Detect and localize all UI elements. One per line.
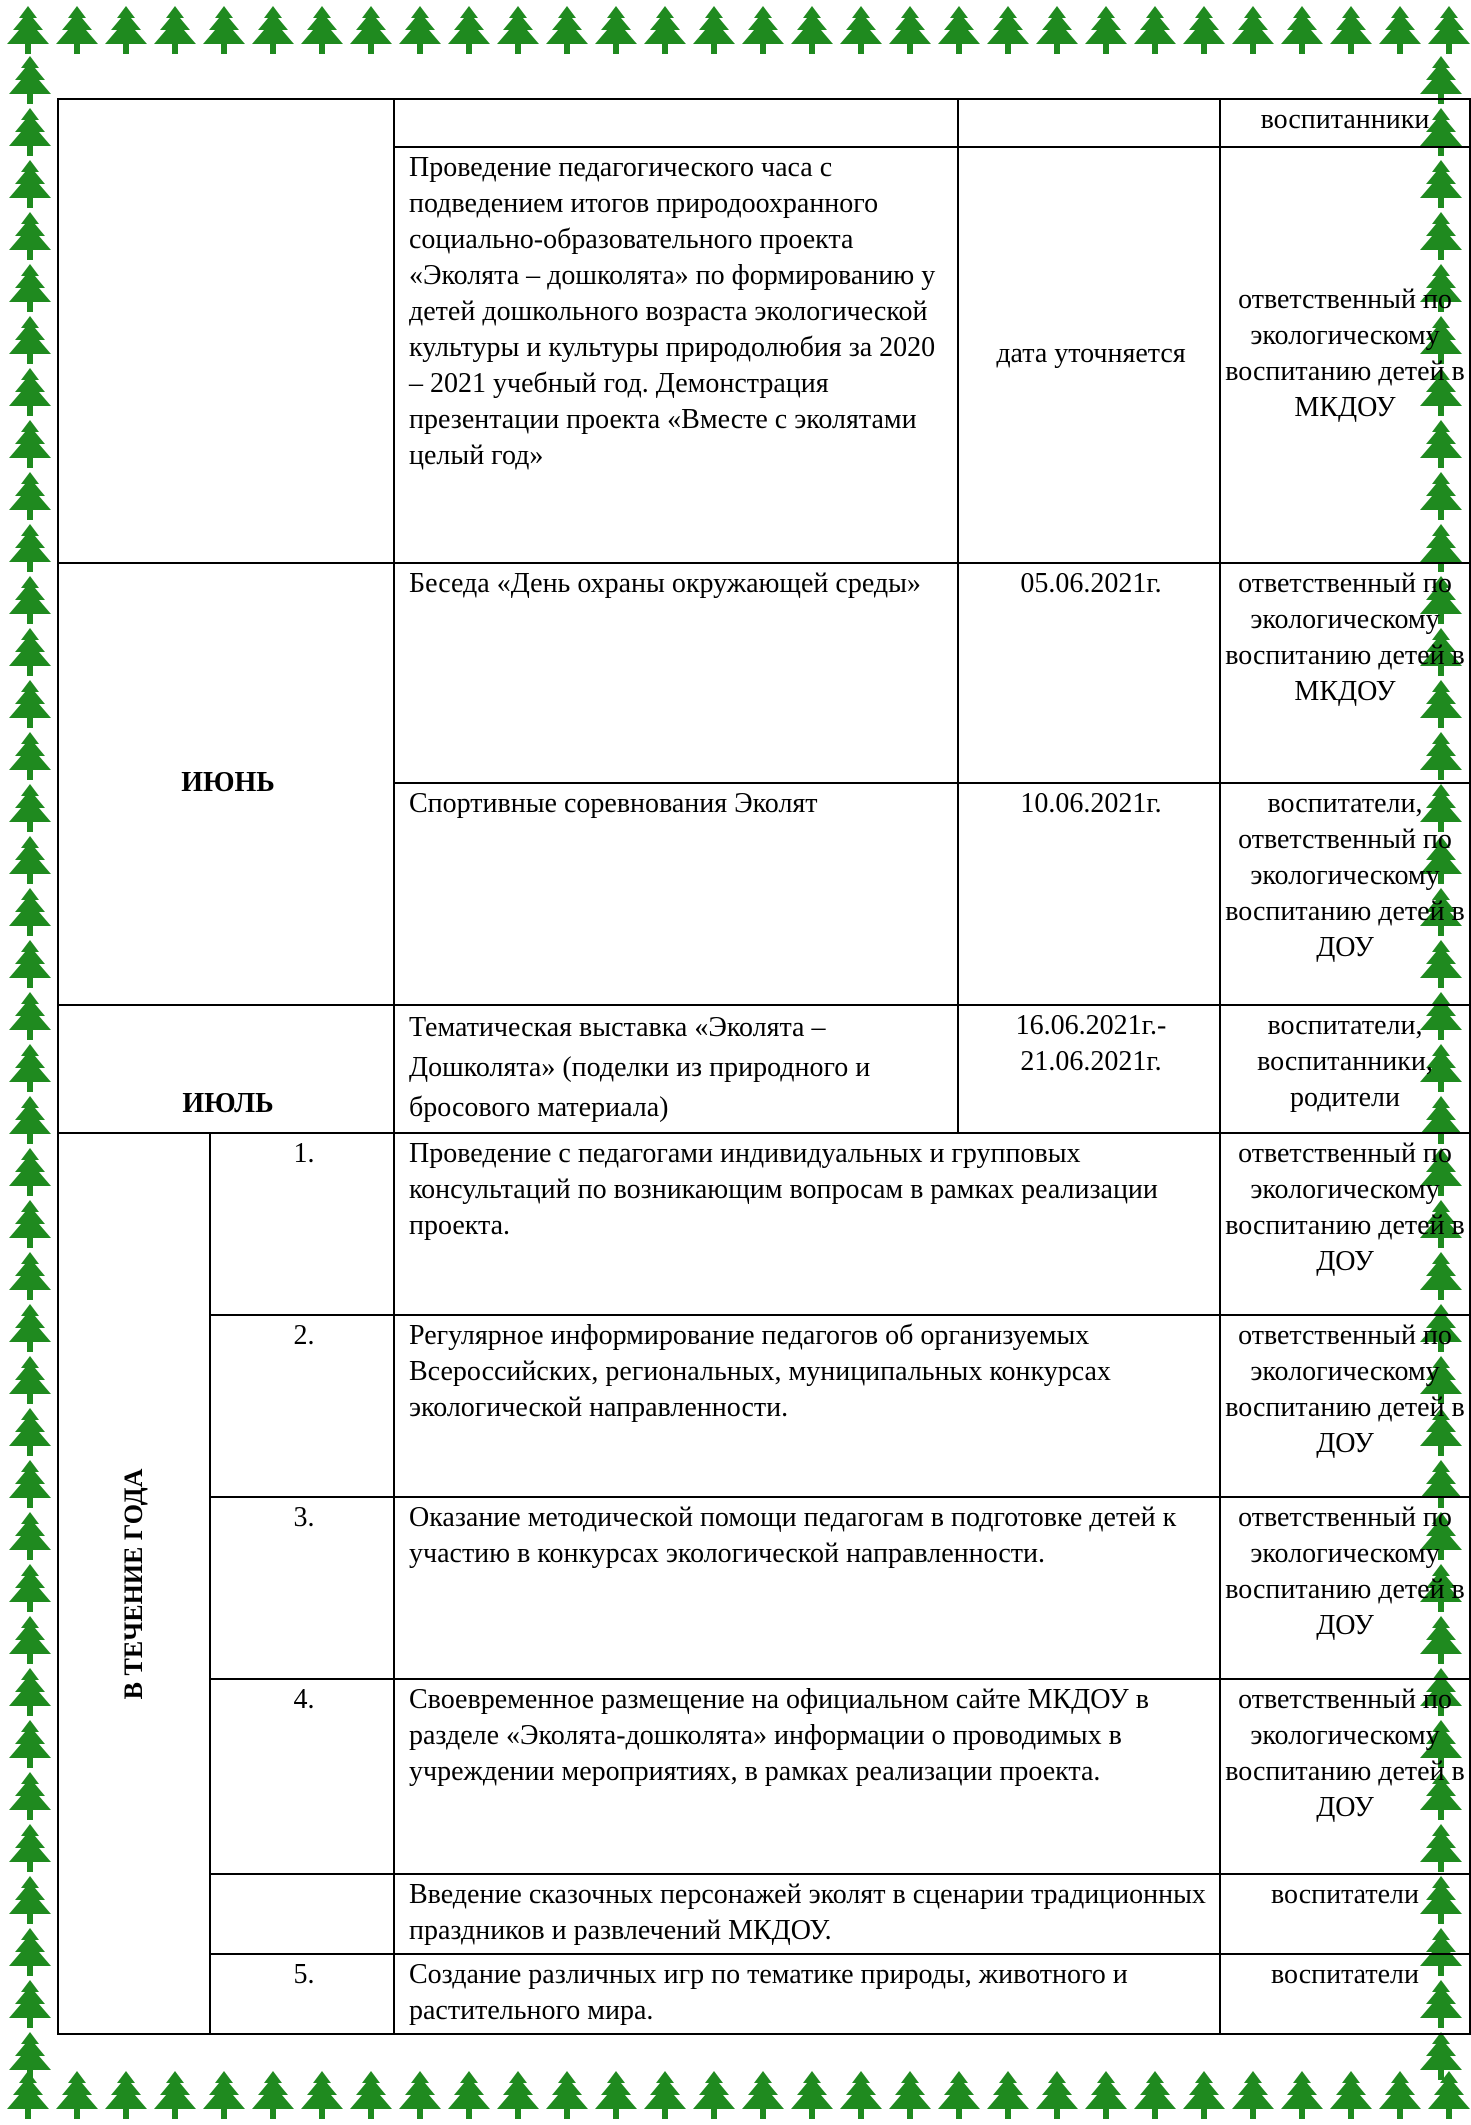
fir-tree-icon — [9, 888, 51, 936]
fir-tree-icon — [9, 1824, 51, 1872]
fir-tree-icon — [497, 2071, 539, 2119]
month-cell: ИЮЛЬ — [58, 1005, 394, 1133]
fir-tree-icon — [56, 6, 98, 54]
fir-tree-icon — [9, 524, 51, 572]
table-row — [58, 563, 1470, 783]
table-row — [58, 1497, 1470, 1679]
fir-tree-icon — [9, 1512, 51, 1560]
fir-tree-icon — [938, 2071, 980, 2119]
top-tree-border — [0, 0, 1471, 60]
fir-tree-icon — [9, 160, 51, 208]
responsible-cell: ответственный по экологическому воспитанию детей в МКДОУ — [1220, 147, 1470, 563]
date-cell: 16.06.2021г.- 21.06.2021г. — [958, 1005, 1220, 1133]
table-row — [58, 1679, 1470, 1874]
fir-tree-icon — [693, 2071, 735, 2119]
year-label: В ТЕЧЕНИЕ ГОДА — [119, 1468, 148, 1699]
activity-cell: Спортивные соревнования Эколят — [394, 783, 958, 1005]
fir-tree-icon — [840, 6, 882, 54]
fir-tree-icon — [595, 6, 637, 54]
fir-tree-icon — [889, 2071, 931, 2119]
fir-tree-icon — [9, 576, 51, 624]
fir-tree-icon — [742, 2071, 784, 2119]
responsible-cell: ответственный по экологическому воспитанию детей в ДОУ — [1220, 1315, 1470, 1497]
activity-cell: Оказание методической помощи педагогам в подготовке детей к участию в конкурсах экологической направленности. — [394, 1497, 1220, 1679]
fir-tree-icon — [840, 2071, 882, 2119]
fir-tree-icon — [1036, 6, 1078, 54]
responsible-cell: ответственный по экологическому воспитанию детей в ДОУ — [1220, 1133, 1470, 1315]
fir-tree-icon — [301, 6, 343, 54]
responsible-cell: воспитатели — [1220, 1954, 1470, 2034]
date-cell: 10.06.2021г. — [958, 783, 1220, 1005]
fir-tree-icon — [9, 1096, 51, 1144]
fir-tree-icon — [252, 6, 294, 54]
fir-tree-icon — [9, 1876, 51, 1924]
fir-tree-icon — [9, 1772, 51, 1820]
fir-tree-icon — [9, 1720, 51, 1768]
fir-tree-icon — [9, 784, 51, 832]
fir-tree-icon — [399, 2071, 441, 2119]
year-label-cell — [58, 1133, 210, 2034]
fir-tree-icon — [252, 2071, 294, 2119]
fir-tree-icon — [203, 2071, 245, 2119]
fir-tree-icon — [105, 2071, 147, 2119]
responsible-cell: ответственный по экологическому воспитанию детей в МКДОУ — [1220, 563, 1470, 783]
number-cell: 3. — [210, 1497, 394, 1679]
fir-tree-icon — [1085, 6, 1127, 54]
fir-tree-icon — [9, 732, 51, 780]
fir-tree-icon — [1330, 6, 1372, 54]
fir-tree-icon — [350, 2071, 392, 2119]
fir-tree-icon — [9, 1460, 51, 1508]
table-row — [58, 1133, 1470, 1315]
table-row — [58, 1954, 1470, 2034]
fir-tree-icon — [448, 6, 490, 54]
responsible-cell: воспитанники — [1220, 99, 1470, 147]
fir-tree-icon — [9, 56, 51, 104]
responsible-cell: ответственный по экологическому воспитанию детей в ДОУ — [1220, 1679, 1470, 1874]
activity-cell: Проведение с педагогами индивидуальных и групповых консультаций по возникающим вопросам в рамках реализации проекта. — [394, 1133, 1220, 1315]
fir-tree-icon — [9, 680, 51, 728]
fir-tree-icon — [1134, 2071, 1176, 2119]
fir-tree-icon — [1232, 2071, 1274, 2119]
fir-tree-icon — [9, 1616, 51, 1664]
fir-tree-icon — [9, 316, 51, 364]
activity-cell: Создание различных игр по тематике природы, животного и растительного мира. — [394, 1954, 1220, 2034]
fir-tree-icon — [350, 6, 392, 54]
fir-tree-icon — [9, 108, 51, 156]
fir-tree-icon — [9, 940, 51, 988]
bottom-tree-border — [0, 2065, 1471, 2125]
fir-tree-icon — [9, 1252, 51, 1300]
fir-tree-icon — [9, 628, 51, 676]
fir-tree-icon — [9, 1044, 51, 1092]
table-row — [58, 99, 1470, 147]
fir-tree-icon — [9, 1200, 51, 1248]
number-cell: 4. — [210, 1679, 394, 1874]
fir-tree-icon — [203, 6, 245, 54]
activity-cell: Тематическая выставка «Эколята – Дошколята» (поделки из природного и бросового материала) — [394, 1005, 958, 1133]
fir-tree-icon — [9, 264, 51, 312]
table-row — [58, 1874, 1470, 1954]
fir-tree-icon — [105, 6, 147, 54]
responsible-cell: ответственный по экологическому воспитанию детей в ДОУ — [1220, 1497, 1470, 1679]
responsible-cell: воспитатели — [1220, 1874, 1470, 1954]
fir-tree-icon — [889, 6, 931, 54]
fir-tree-icon — [9, 1148, 51, 1196]
fir-tree-icon — [742, 6, 784, 54]
fir-tree-icon — [9, 992, 51, 1040]
fir-tree-icon — [546, 6, 588, 54]
month-cell: ИЮНЬ — [58, 563, 394, 1005]
fir-tree-icon — [938, 6, 980, 54]
fir-tree-icon — [644, 2071, 686, 2119]
number-cell: 5. — [210, 1954, 394, 2034]
left-tree-border — [0, 0, 60, 2125]
fir-tree-icon — [987, 6, 1029, 54]
activity-cell: Введение сказочных персонажей эколят в сценарии традиционных праздников и развлечений МКДОУ. — [394, 1874, 1220, 1954]
activity-cell: Беседа «День охраны окружающей среды» — [394, 563, 958, 783]
fir-tree-icon — [1420, 56, 1462, 104]
fir-tree-icon — [791, 2071, 833, 2119]
table-row — [58, 1315, 1470, 1497]
fir-tree-icon — [1281, 2071, 1323, 2119]
responsible-cell: воспитатели, воспитанники, родители — [1220, 1005, 1470, 1133]
fir-tree-icon — [1183, 2071, 1225, 2119]
fir-tree-icon — [301, 2071, 343, 2119]
month-cell — [58, 99, 394, 563]
fir-tree-icon — [448, 2071, 490, 2119]
fir-tree-icon — [154, 2071, 196, 2119]
fir-tree-icon — [1085, 2071, 1127, 2119]
fir-tree-icon — [693, 6, 735, 54]
fir-tree-icon — [9, 1564, 51, 1612]
fir-tree-icon — [791, 6, 833, 54]
fir-tree-icon — [9, 836, 51, 884]
activity-cell: Проведение педагогического часа с подведением итогов природоохранного социально-образовательного проекта «Эколята – дошколята» по формированию у детей дошкольного возраста экологической культуры и культуры природолюбия за 2020 – 2021 учебный год. Демонстрация презентации проекта «Вместе с эколятами целый год» — [394, 147, 958, 563]
fir-tree-icon — [9, 1304, 51, 1352]
fir-tree-icon — [9, 368, 51, 416]
fir-tree-icon — [1281, 6, 1323, 54]
fir-tree-icon — [987, 2071, 1029, 2119]
activities-table — [57, 98, 1471, 2035]
number-cell: 1. — [210, 1133, 394, 1315]
fir-tree-icon — [497, 6, 539, 54]
table-row — [58, 1005, 1470, 1133]
fir-tree-icon — [9, 472, 51, 520]
number-cell — [210, 1874, 394, 1954]
date-cell — [958, 99, 1220, 147]
activity-cell — [394, 99, 958, 147]
fir-tree-icon — [1330, 2071, 1372, 2119]
date-cell: дата уточняется — [958, 147, 1220, 563]
activity-cell: Своевременное размещение на официальном сайте МКДОУ в разделе «Эколята-дошколята» информации о проводимых в учреждении мероприятиях, в рамках реализации проекта. — [394, 1679, 1220, 1874]
fir-tree-icon — [9, 1668, 51, 1716]
responsible-cell: воспитатели, ответственный по экологическому воспитанию детей в ДОУ — [1220, 783, 1470, 1005]
fir-tree-icon — [1232, 6, 1274, 54]
fir-tree-icon — [56, 2071, 98, 2119]
fir-tree-icon — [9, 1980, 51, 2028]
fir-tree-icon — [1183, 6, 1225, 54]
fir-tree-icon — [546, 2071, 588, 2119]
fir-tree-icon — [9, 1356, 51, 1404]
number-cell: 2. — [210, 1315, 394, 1497]
fir-tree-icon — [9, 1928, 51, 1976]
fir-tree-icon — [9, 212, 51, 260]
fir-tree-icon — [1134, 6, 1176, 54]
fir-tree-icon — [9, 2032, 51, 2080]
fir-tree-icon — [9, 1408, 51, 1456]
date-cell: 05.06.2021г. — [958, 563, 1220, 783]
activity-cell: Регулярное информирование педагогов об организуемых Всероссийских, региональных, муниципальных конкурсах экологической направленности. — [394, 1315, 1220, 1497]
fir-tree-icon — [644, 6, 686, 54]
fir-tree-icon — [399, 6, 441, 54]
fir-tree-icon — [1036, 2071, 1078, 2119]
fir-tree-icon — [9, 420, 51, 468]
fir-tree-icon — [1420, 2032, 1462, 2080]
fir-tree-icon — [154, 6, 196, 54]
fir-tree-icon — [595, 2071, 637, 2119]
